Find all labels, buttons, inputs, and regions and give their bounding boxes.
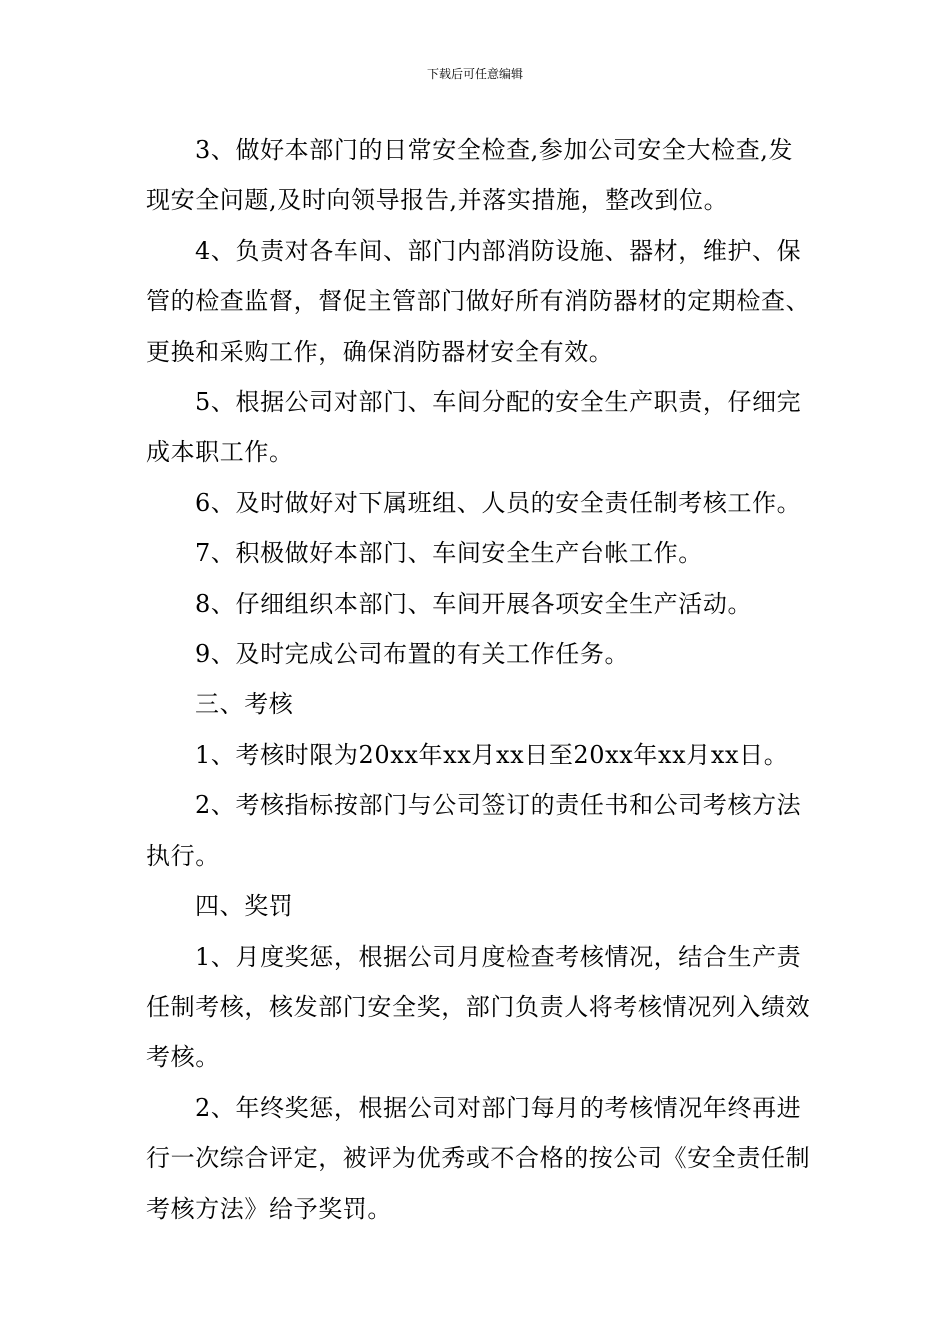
page-header: 下载后可任意编辑 (426, 67, 523, 81)
section-heading-rewards: 四、奖罚 (195, 892, 294, 921)
paragraph-item-4: 4、负责对各车间、部门内部消防设施、器材，维护、保管的检查监督，督促主管部门做好所有消防器材的定期检查、更换和采购工作，确保消防器材安全有效。 (146, 236, 811, 366)
rewards-item-2: 2、年终奖惩，根据公司对部门每月的考核情况年终再进行一次综合评定，被评为优秀或不合格的按公司《安全责任制考核方法》给予奖罚。 (146, 1093, 811, 1223)
paragraph-item-7: 7、积极做好本部门、车间安全生产台帐工作。 (195, 539, 703, 568)
section-heading-assessment: 三、考核 (195, 690, 294, 719)
paragraph-item-5: 5、根据公司对部门、车间分配的安全生产职责，仔细完成本职工作。 (146, 388, 802, 467)
assessment-item-2: 2、考核指标按部门与公司签订的责任书和公司考核方法执行。 (146, 791, 802, 870)
rewards-item-1: 1、月度奖惩，根据公司月度检查考核情况，结合生产责任制考核，核发部门安全奖，部门负责人将考核情况列入绩效考核。 (146, 942, 811, 1072)
paragraph-item-3: 3、做好本部门的日常安全检查,参加公司安全大检查,发现安全问题,及时向领导报告,并落实措施，整改到位。 (146, 136, 794, 215)
paragraph-item-8: 8、仔细组织本部门、车间开展各项安全生产活动。 (195, 589, 753, 618)
paragraph-item-9: 9、及时完成公司布置的有关工作任务。 (195, 640, 630, 669)
paragraph-item-6: 6、及时做好对下属班组、人员的安全责任制考核工作。 (195, 488, 802, 517)
document-body (146, 125, 816, 1234)
assessment-item-1: 1、考核时限为20xx年xx月xx日至20xx年xx月xx日。 (195, 740, 789, 769)
